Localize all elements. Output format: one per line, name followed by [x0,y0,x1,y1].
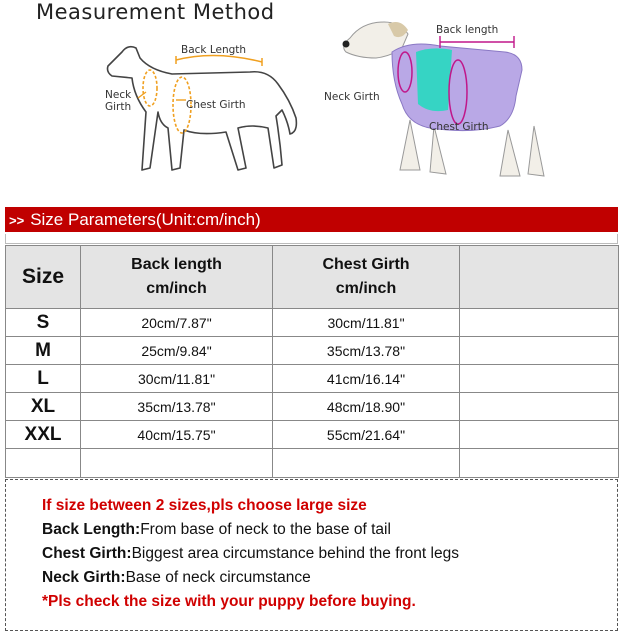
header-back-line1: Back length [131,256,222,273]
empty-cell [81,449,273,478]
back-length-note [42,518,617,542]
header-back-line2: cm/inch [146,280,207,297]
header-size: Size [6,246,81,309]
row-back-length: 30cm/11.81" [81,365,273,393]
row-empty [460,421,619,449]
table-header-row [6,246,619,309]
empty-cell [6,449,81,478]
row-chest-girth: 48cm/18.90" [273,393,460,421]
chest-girth-note-label: Chest Girth: [42,545,132,562]
left-back-length-label: Back Length [181,44,247,56]
right-neck-girth-label: Neck Girth [324,91,380,103]
empty-cell [460,449,619,478]
measurement-illustrations [0,0,623,200]
row-size: XL [6,393,81,421]
size-table [5,245,619,478]
empty-cell [273,449,460,478]
banner-spacer [5,234,618,244]
row-chest-girth: 30cm/11.81" [273,309,460,337]
table-row [6,421,619,449]
header-chest-line2: cm/inch [335,280,397,297]
row-back-length: 25cm/9.84" [81,337,273,365]
neck-girth-note [42,566,617,590]
size-parameters-banner [5,207,618,232]
row-empty [460,393,619,421]
row-size: XXL [6,421,81,449]
size-notes-box [5,479,618,631]
dog-outline-illustration [105,44,296,170]
right-chest-girth-label: Chest Girth [429,121,489,133]
header-back-length [81,246,273,309]
row-size: L [6,365,81,393]
measurement-method-title: Measurement Method [36,0,275,24]
size-tip: If size between 2 sizes,pls choose large size [42,497,367,514]
chest-girth-note-text: Biggest area circumstance behind the front legs [131,545,459,562]
banner-text: Size Parameters(Unit:cm/inch) [30,210,261,229]
banner-arrows: >> [9,213,25,228]
table-row [6,337,619,365]
left-neck-label: Neck [105,89,132,101]
back-length-note-text: From base of neck to the base of tail [140,521,391,538]
left-chest-girth-label: Chest Girth [186,99,246,111]
neck-girth-note-label: Neck Girth: [42,569,126,586]
back-length-note-label: Back Length: [42,521,141,538]
table-row [6,365,619,393]
table-row-empty [6,449,619,478]
row-chest-girth: 55cm/21.64" [273,421,460,449]
left-girth-label: Girth [105,101,132,113]
table-row [6,393,619,421]
row-empty [460,337,619,365]
dog-with-vest-illustration [324,22,544,176]
row-back-length: 40cm/15.75" [81,421,273,449]
chest-girth-note [42,542,617,566]
row-back-length: 20cm/7.87" [81,309,273,337]
row-back-length: 35cm/13.78" [81,393,273,421]
row-size: M [6,337,81,365]
right-back-length-label: Back length [436,24,499,36]
header-empty [460,246,619,309]
row-chest-girth: 41cm/16.14" [273,365,460,393]
row-chest-girth: 35cm/13.78" [273,337,460,365]
table-row [6,309,619,337]
row-empty [460,365,619,393]
row-size: S [6,309,81,337]
header-chest-girth [273,246,460,309]
size-warning: *Pls check the size with your puppy before buying. [42,593,416,610]
neck-girth-note-text: Base of neck circumstance [125,569,311,586]
row-empty [460,309,619,337]
header-chest-line1: Chest Girth [322,256,410,273]
